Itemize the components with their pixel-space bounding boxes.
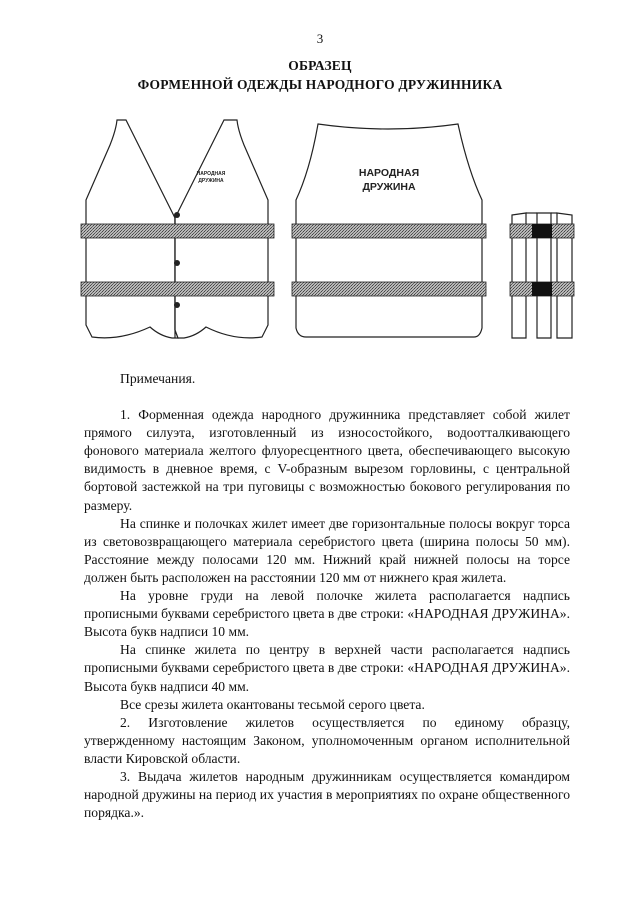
front-stripe-bottom (81, 282, 274, 296)
page-number: 3 (316, 31, 324, 46)
button-1 (174, 212, 180, 218)
side-dark-band-top (532, 224, 552, 238)
paragraph-3: На уровне груди на левой полочке жилета располагается надпись прописными буквами серебристого цвета в две строки: «НАРОДНАЯ ДРУЖИНА». Высота букв надписи 10 мм. (84, 588, 570, 640)
back-stripe-bottom (292, 282, 486, 296)
document-subtitle: ФОРМЕННОЙ ОДЕЖДЫ НАРОДНОГО ДРУЖИННИКА (137, 77, 503, 92)
side-dark-band-bottom (532, 282, 552, 296)
front-label-line1: НАРОДНАЯ (196, 171, 226, 177)
front-stripe-top (81, 224, 274, 238)
back-label-line2: ДРУЖИНА (362, 181, 416, 193)
button-3 (174, 302, 180, 308)
document-title: ОБРАЗЕЦ (288, 58, 352, 73)
paragraph-6: 2. Изготовление жилетов осуществляется по единому образцу, утвержденному настоящим Законом, уполномоченным органом исполнительной власти Кировской области. (84, 714, 570, 766)
paragraph-5: Все срезы жилета окантованы тесьмой серого цвета. (120, 696, 425, 712)
vest-illustration (0, 112, 640, 347)
paragraph-1: 1. Форменная одежда народного дружинника представляет собой жилет прямого силуэта, изготовленный из износостойкого, водоотталкивающего фонового материала желтого флуоресцентного цвета, обеспечивающего высокую видимость в дневное время, с V-образным вырезом горловины, с центральной бортовой застежкой на три пуговицы с возможностью бокового регулирования по размеру. (84, 407, 570, 513)
notes-heading: Примечания. (120, 371, 196, 386)
paragraph-4: На спинке жилета по центру в верхней части располагается надпись прописными буквами серебристого цвета в две строки: «НАРОДНАЯ ДРУЖИНА». Высота букв надписи 40 мм. (84, 642, 570, 694)
notes-body (84, 370, 570, 822)
paragraph-2: На спинке и полочках жилет имеет две горизонтальные полосы вокруг торса из световозвращающего материала серебристого цвета (ширина полосы 50 мм). Расстояние между полосами 120 мм. Нижний край нижней полосы на торсе должен быть расположен на расстоянии 120 мм от нижнего края жилета. (84, 515, 570, 585)
front-label-line2: ДРУЖИНА (198, 178, 224, 184)
back-stripe-top (292, 224, 486, 238)
paragraph-7: 3. Выдача жилетов народным дружинникам осуществляется командиром народной дружины на период их участия в мероприятиях по охране общественного порядка.». (84, 768, 570, 821)
button-2 (174, 260, 180, 266)
back-label-line1: НАРОДНАЯ (358, 167, 420, 179)
